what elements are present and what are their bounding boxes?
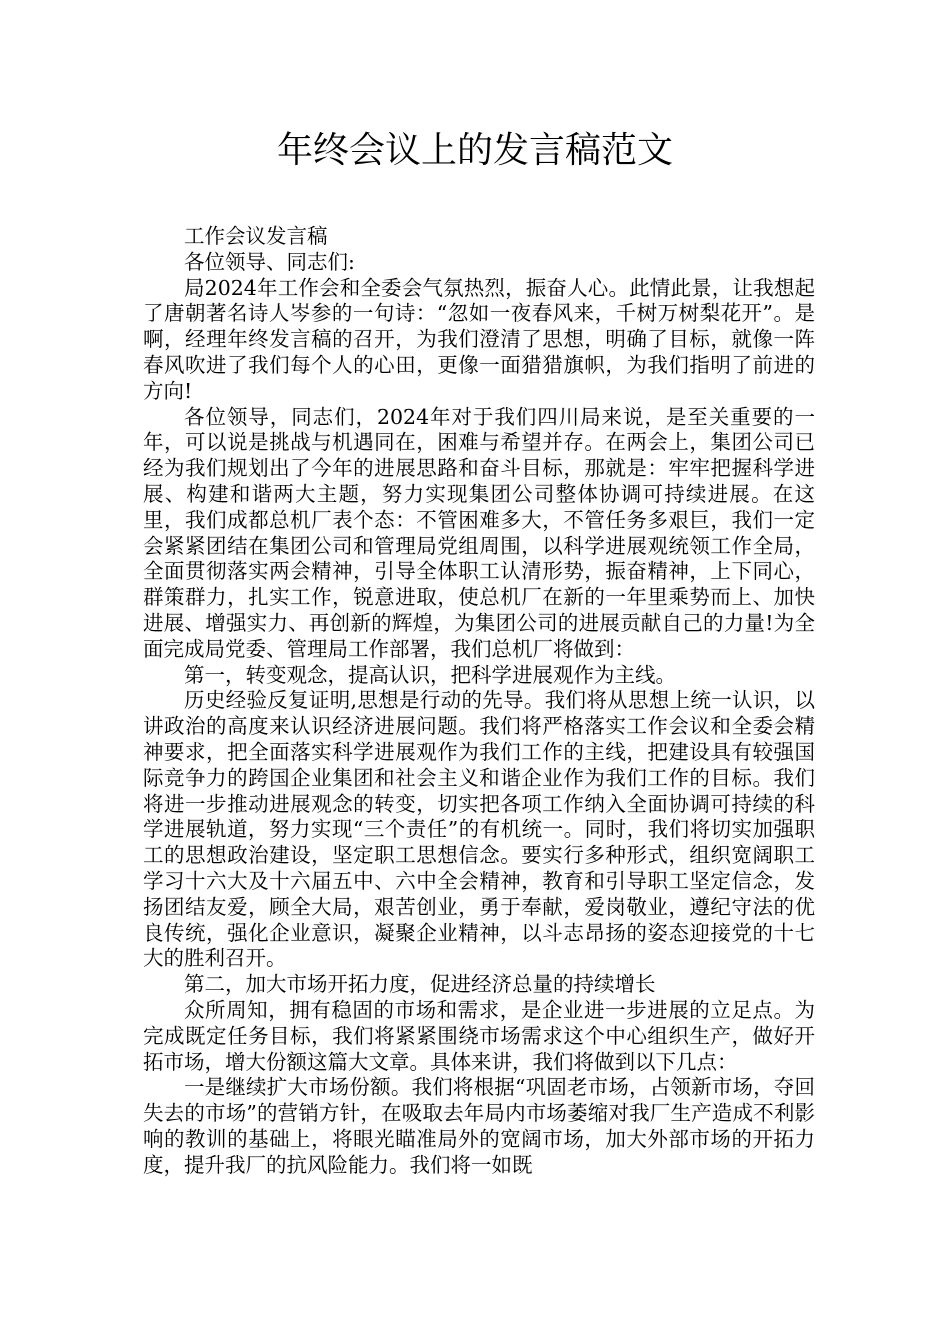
paragraph: 众所周知，拥有稳固的市场和需求，是企业进一步进展的立足点。为完成既定任务目标，我们将紧紧围绕市场需求这个中心组织生产，做好开拓市场，增大份额这篇大文章。具体来讲，我们将做到以下几点： — [143, 997, 815, 1074]
paragraph-heading: 工作会议发言稿 — [184, 224, 328, 248]
document-body — [143, 224, 815, 1178]
paragraph: 局2024年工作会和全委会气氛热烈，振奋人心。此情此景，让我想起了唐朝著名诗人岑参的一句诗：“忽如一夜春风来，千树万树梨花开”。是啊，经理年终发言稿的召开，为我们澄清了思想，明确了目标，就像一阵春风吹进了我们每个人的心田，更像一面猎猎旗帜，为我们指明了前进的方向! — [143, 275, 815, 403]
paragraph: 历史经验反复证明,思想是行动的先导。我们将从思想上统一认识，以讲政治的高度来认识经济进展问题。我们将严格落实工作会议和全委会精神要求，把全面落实科学进展观作为我们工作的主线，把建设具有较强国际竞争力的跨国企业集团和社会主义和谐企业作为我们工作的目标。我们将进一步推动进展观念的转变，切实把各项工作纳入全面协调可持续的科学进展轨道，努力实现“三个责任”的有机统一。同时，我们将切实加强职工的思想政治建设，坚定职工思想信念。要实行多种形式，组织宽阔职工学习十六大及十六届五中、六中全会精神，教育和引导职工坚定信念，发扬团结友爱，顾全大局，艰苦创业，勇于奉献，爱岗敬业，遵纪守法的优良传统，强化企业意识，凝聚企业精神，以斗志昂扬的姿态迎接党的十七大的胜利召开。 — [143, 688, 815, 971]
paragraph: 各位领导，同志们，2024年对于我们四川局来说，是至关重要的一年，可以说是挑战与机遇同在，困难与希望并存。在两会上，集团公司已经为我们规划出了今年的进展思路和奋斗目标，那就是：牢牢把握科学进展、构建和谐两大主题，努力实现集团公司整体协调可持续进展。在这里，我们成都总机厂表个态：不管困难多大，不管任务多艰巨，我们一定会紧紧团结在集团公司和管理局党组周围，以科学进展观统领工作全局，全面贯彻落实两会精神，引导全体职工认清形势，振奋精神，上下同心，群策群力，扎实工作，锐意进取，使总机厂在新的一年里乘势而上、加快进展、增强实力、再创新的辉煌，为集团公司的进展贡献自己的力量!为全面完成局党委、管理局工作部署，我们总机厂将做到： — [143, 404, 815, 661]
document-title: 年终会议上的发言稿范文 — [276, 130, 673, 171]
section-heading: 第一，转变观念，提高认识，把科学进展观作为主线。 — [184, 662, 676, 687]
paragraph-salutation: 各位领导、同志们: — [184, 249, 355, 274]
paragraph: 一是继续扩大市场份额。我们将根据“巩固老市场，占领新市场，夺回失去的市场”的营销方针，在吸取去年局内市场萎缩对我厂生产造成不利影响的教训的基础上，将眼光瞄准局外的宽阔市场，加大外部市场的开拓力度，提升我厂的抗风险能力。我们将一如既 — [143, 1075, 815, 1177]
section-heading: 第二，加大市场开拓力度，促进经济总量的持续增长 — [184, 972, 656, 997]
